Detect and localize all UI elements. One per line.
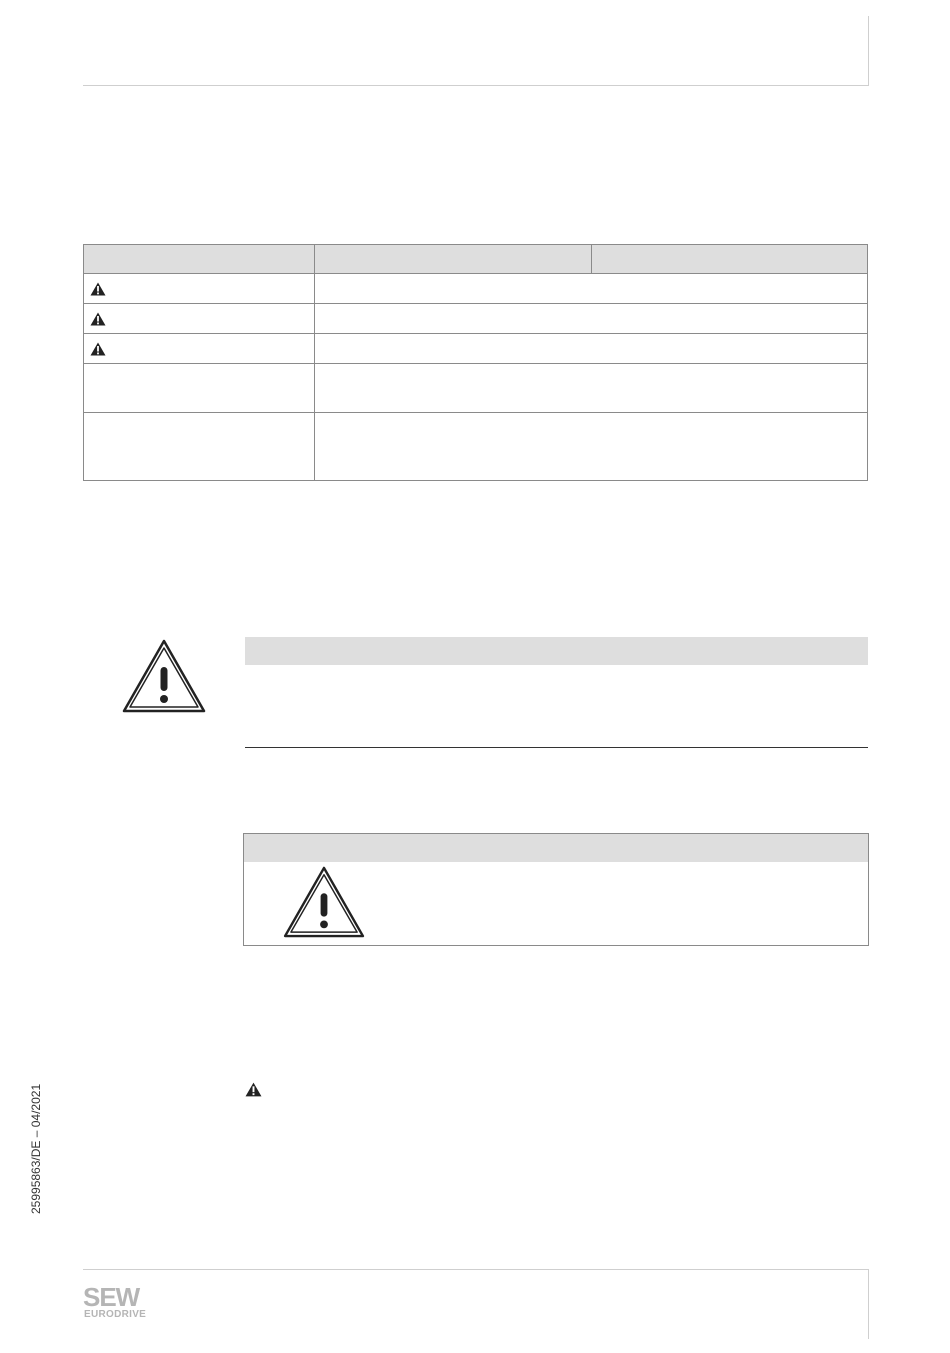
table-cell [315,413,868,481]
table-row [84,364,868,413]
table-row [84,413,868,481]
brand-sub: EURODRIVE [84,1309,147,1320]
table-header-row [84,245,868,274]
notice-header-bar [245,637,868,665]
embedded-notice-header [244,834,868,862]
sew-eurodrive-logo [83,1284,155,1320]
table-row [84,274,868,304]
table-cell [315,334,868,364]
warning-triangle-icon [90,342,106,356]
footer-rule [83,1269,869,1270]
header-rule [83,85,869,86]
table-row [84,334,868,364]
table-cell [84,413,315,481]
table-cell [84,304,315,334]
large-warning-triangle-icon [122,639,206,713]
embedded-notice-box [243,833,869,946]
notice-bottom-rule [245,747,868,748]
warning-triangle-icon [90,282,106,296]
warning-triangle-icon [90,312,106,326]
table-cell [315,364,868,413]
table-cell [84,364,315,413]
table-cell [315,274,868,304]
table-cell [84,334,315,364]
large-warning-triangle-icon [283,866,365,938]
table-header-cell [84,245,315,274]
table-cell [84,274,315,304]
footer-margin-line [868,1269,869,1339]
table-header-cell [591,245,868,274]
table-header-cell [315,245,592,274]
table-cell [315,304,868,334]
header-margin-line [868,16,869,86]
document-id: 25995863/DE – 04/2021 [29,1083,43,1214]
brand-main: SEW [83,1284,140,1312]
table-row [84,304,868,334]
signal-word-table [83,244,868,481]
inline-warning-triangle-icon [245,1082,262,1097]
